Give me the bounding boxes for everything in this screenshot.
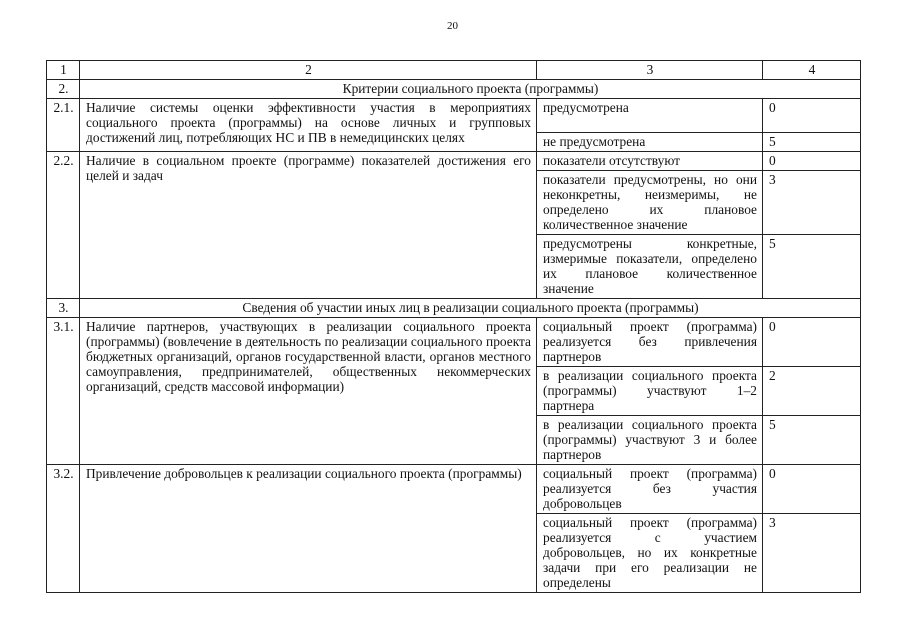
column-number-row bbox=[47, 61, 861, 80]
option-score: 0 bbox=[763, 99, 861, 133]
criterion-text: Наличие в социальном проекте (программе) показателей достижения его целей и задач bbox=[80, 152, 537, 299]
table-row bbox=[47, 465, 861, 514]
table-row bbox=[47, 318, 861, 367]
column-number-3: 3 bbox=[537, 61, 763, 80]
option-score: 5 bbox=[763, 416, 861, 465]
item-number: 2.1. bbox=[47, 99, 80, 152]
option-text: предусмотрена bbox=[537, 99, 763, 133]
criterion-text: Наличие системы оценки эффективности участия в мероприятиях социального проекта (программы) на основе личных и групповых достижений лиц, потребляющих НС и ПВ в немедицинских целях bbox=[80, 99, 537, 152]
option-text: не предусмотрена bbox=[537, 133, 763, 152]
option-score: 0 bbox=[763, 465, 861, 514]
section-row bbox=[47, 299, 861, 318]
section-title: Критерии социального проекта (программы) bbox=[80, 80, 861, 99]
option-score: 5 bbox=[763, 235, 861, 299]
section-row bbox=[47, 80, 861, 99]
option-score: 5 bbox=[763, 133, 861, 152]
option-text: в реализации социального проекта (программы) участвуют 1–2 партнера bbox=[537, 367, 763, 416]
option-text: социальный проект (программа) реализуется с участием добровольцев, но их конкретные задачи при его реализации не определены bbox=[537, 514, 763, 593]
option-text: в реализации социального проекта (программы) участвуют 3 и более партнеров bbox=[537, 416, 763, 465]
table-row bbox=[47, 152, 861, 171]
option-score: 0 bbox=[763, 318, 861, 367]
option-text: социальный проект (программа) реализуется без участия добровольцев bbox=[537, 465, 763, 514]
item-number: 3.2. bbox=[47, 465, 80, 593]
option-score: 3 bbox=[763, 171, 861, 235]
option-text: предусмотрены конкретные, измеримые показатели, определено их плановое количественное значение bbox=[537, 235, 763, 299]
column-number-2: 2 bbox=[80, 61, 537, 80]
option-score: 2 bbox=[763, 367, 861, 416]
option-text: социальный проект (программа) реализуется без привлечения партнеров bbox=[537, 318, 763, 367]
criterion-text: Привлечение добровольцев к реализации социального проекта (программы) bbox=[80, 465, 537, 593]
criteria-table bbox=[46, 60, 861, 593]
item-number: 2.2. bbox=[47, 152, 80, 299]
section-number: 2. bbox=[47, 80, 80, 99]
option-score: 3 bbox=[763, 514, 861, 593]
column-number-4: 4 bbox=[763, 61, 861, 80]
option-score: 0 bbox=[763, 152, 861, 171]
option-text: показатели отсутствуют bbox=[537, 152, 763, 171]
table-row bbox=[47, 99, 861, 133]
section-title: Сведения об участии иных лиц в реализации социального проекта (программы) bbox=[80, 299, 861, 318]
item-number: 3.1. bbox=[47, 318, 80, 465]
option-text: показатели предусмотрены, но они неконкретны, неизмеримы, не определено их плановое количественное значение bbox=[537, 171, 763, 235]
column-number-1: 1 bbox=[47, 61, 80, 80]
criterion-text: Наличие партнеров, участвующих в реализации социального проекта (программы) (вовлечение в деятельность по реализации социального проекта бюджетных организаций, органов государственной власти, органов местного самоуправления, предпринимателей, общественных некоммерческих организаций, средств массовой информации) bbox=[80, 318, 537, 465]
section-number: 3. bbox=[47, 299, 80, 318]
page-number: 20 bbox=[447, 20, 458, 32]
